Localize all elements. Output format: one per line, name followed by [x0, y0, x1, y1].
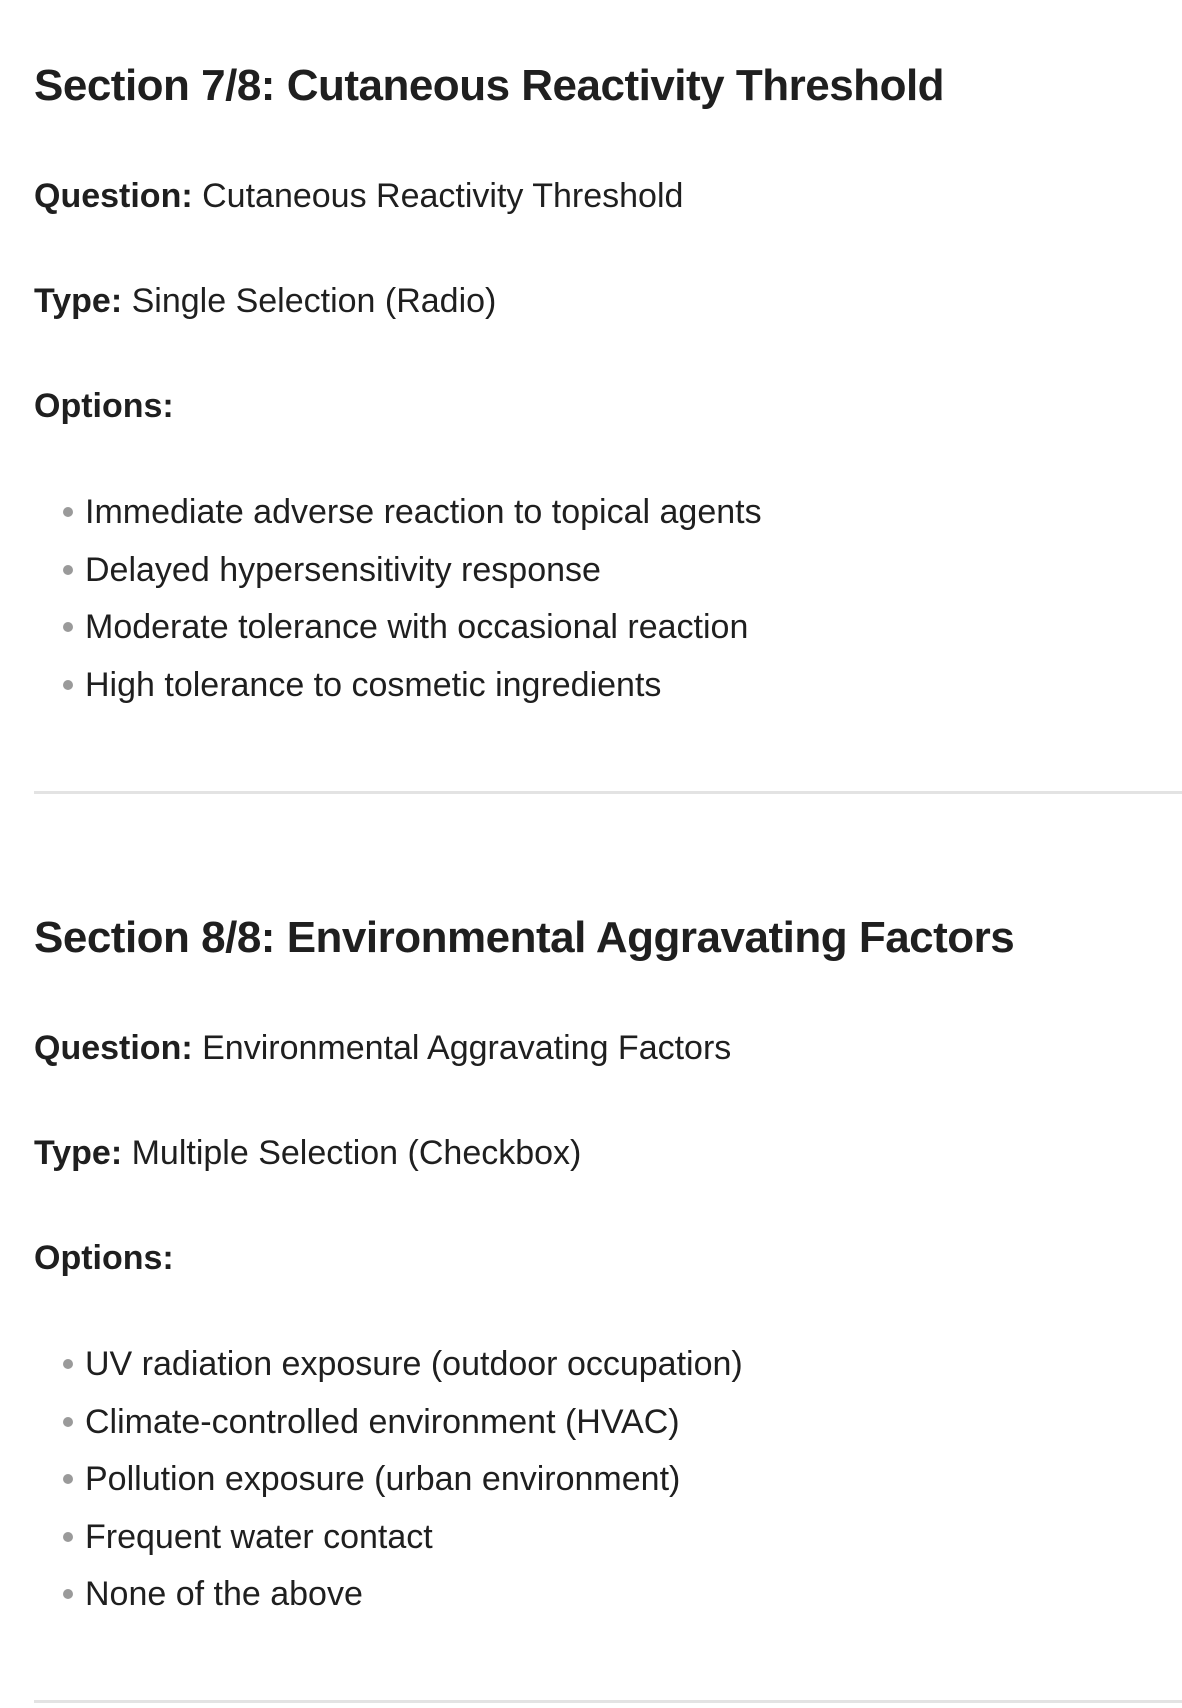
section-7-question — [34, 176, 683, 216]
section-divider — [34, 791, 1182, 794]
bullet-icon — [63, 507, 73, 517]
list-item: Immediate adverse reaction to topical agents — [34, 492, 1182, 550]
type-label: Type: — [34, 1134, 123, 1172]
question-label: Question: — [34, 1029, 193, 1067]
list-item: Pollution exposure (urban environment) — [34, 1459, 1182, 1517]
section-8-question — [34, 1028, 731, 1068]
section-7-options-label: Options: — [34, 387, 174, 425]
list-item: Delayed hypersensitivity response — [34, 550, 1182, 608]
section-8-title: Section 8/8: Environmental Aggravating Factors — [34, 913, 1015, 962]
section-8-options-label: Options: — [34, 1239, 174, 1277]
section-8-options — [34, 1344, 1182, 1632]
question-text: Cutaneous Reactivity Threshold — [202, 177, 684, 215]
bullet-icon — [63, 622, 73, 632]
type-text: Single Selection (Radio) — [131, 282, 497, 320]
bullet-icon — [63, 1359, 73, 1369]
bullet-icon — [63, 1417, 73, 1427]
list-item: None of the above — [34, 1574, 1182, 1632]
list-item: Frequent water contact — [34, 1517, 1182, 1575]
question-text: Environmental Aggravating Factors — [202, 1029, 732, 1067]
list-item: UV radiation exposure (outdoor occupation) — [34, 1344, 1182, 1402]
bullet-icon — [63, 680, 73, 690]
bullet-icon — [63, 1474, 73, 1484]
section-7-options — [34, 492, 1182, 722]
section-7-title: Section 7/8: Cutaneous Reactivity Threshold — [34, 61, 945, 110]
list-item: Moderate tolerance with occasional reaction — [34, 607, 1182, 665]
list-item: High tolerance to cosmetic ingredients — [34, 665, 1182, 723]
question-label: Question: — [34, 177, 193, 215]
type-label: Type: — [34, 282, 123, 320]
bullet-icon — [63, 565, 73, 575]
list-item: Climate-controlled environment (HVAC) — [34, 1402, 1182, 1460]
bullet-icon — [63, 1589, 73, 1599]
bullet-icon — [63, 1532, 73, 1542]
type-text: Multiple Selection (Checkbox) — [131, 1134, 582, 1172]
section-7-type — [34, 281, 496, 321]
section-divider — [34, 1700, 1182, 1703]
section-8-type — [34, 1133, 581, 1173]
